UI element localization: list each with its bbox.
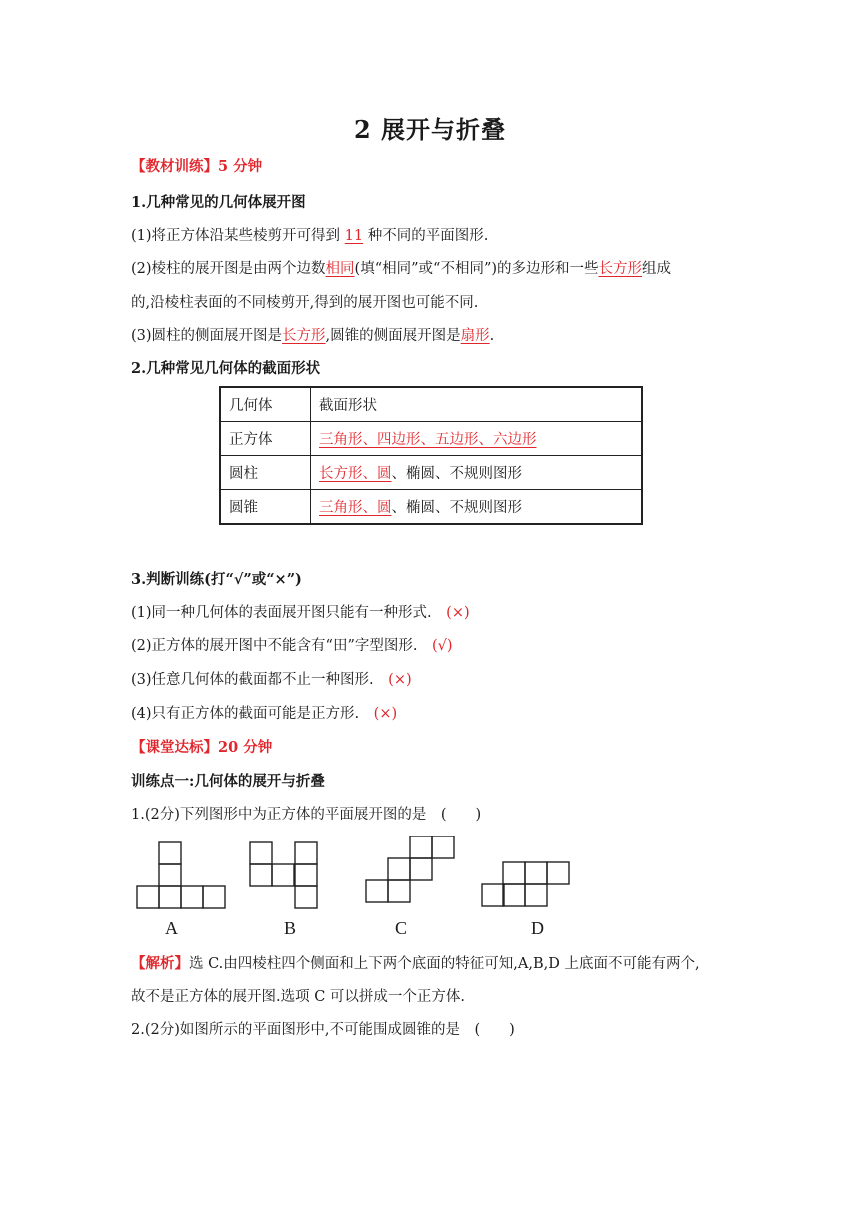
text-segment: . xyxy=(489,328,495,344)
section-label: 【教材训练】 xyxy=(131,158,218,175)
solid-cell: 圆锥 xyxy=(220,490,311,525)
cross-section-table xyxy=(219,386,643,525)
p2-stem: 2.(2分)如图所示的平面图形中,不可能围成圆锥的是 ( ) xyxy=(131,1022,515,1038)
page-title: 2 展开与折叠 xyxy=(353,115,507,144)
answer-blank: 三角形、圆 xyxy=(319,500,392,516)
net-b xyxy=(250,842,317,908)
net-a xyxy=(137,842,225,908)
q2-heading: 2.几种常见几何体的截面形状 xyxy=(131,360,321,377)
table-row xyxy=(220,422,642,456)
table-header-cell: 截面形状 xyxy=(311,387,643,422)
text-segment: 组成 xyxy=(642,261,672,277)
text-segment: (填“相同”或“不相同”)的多边形和一些 xyxy=(354,261,599,277)
training-point-heading: 训练点一:几何体的展开与折叠 xyxy=(131,773,325,790)
section-label: 【课堂达标】 xyxy=(131,739,218,756)
section-textbook-training xyxy=(131,157,262,177)
section-cell xyxy=(311,422,643,456)
p1-analysis-line-2: 故不是正方体的展开图.选项 C 可以拼成一个正方体. xyxy=(131,989,466,1005)
answer-blank: 长方形 xyxy=(598,261,643,277)
text-segment: (1)将正方体沿某些棱剪开可得到 xyxy=(131,228,345,244)
analysis-label: 【解析】 xyxy=(131,955,189,972)
text-segment: (3)圆柱的侧面展开图是 xyxy=(131,328,283,344)
q1-line-3: 的,沿棱柱表面的不同棱剪开,得到的展开图也可能不同. xyxy=(131,295,479,311)
q1-line-2 xyxy=(131,259,671,279)
text-segment: ,圆锥的侧面展开图是 xyxy=(325,328,461,344)
table-header-cell: 几何体 xyxy=(220,387,311,422)
answer-blank: 三角形、四边形、五边形、六边形 xyxy=(319,432,537,448)
text-segment: 、椭圆、不规则图形 xyxy=(391,500,522,516)
q3-heading: 3.判断训练(打“√”或“×”) xyxy=(131,571,302,588)
judge-item xyxy=(131,670,412,690)
solid-cell: 正方体 xyxy=(220,422,311,456)
net-c xyxy=(366,836,454,902)
judge-mark: (×) xyxy=(388,672,412,688)
cube-nets-figure xyxy=(120,836,590,916)
judge-mark: (×) xyxy=(446,605,470,621)
text-segment: (3)任意几何体的截面都不止一种图形. xyxy=(131,672,389,688)
p1-stem: 1.(2分)下列图形中为正方体的平面展开图的是 ( ) xyxy=(131,807,482,823)
text-segment: 种不同的平面图形. xyxy=(363,228,489,244)
section-cell xyxy=(311,490,643,525)
text-segment: 选 C.由四棱柱四个侧面和上下两个底面的特征可知,A,B,D 上底面不可能有两个, xyxy=(189,956,700,972)
p1-analysis-line-1 xyxy=(131,954,700,974)
text-segment: (4)只有正方体的截面可能是正方形. xyxy=(131,706,374,722)
section-time: 20 分钟 xyxy=(218,739,273,756)
q1-line-4 xyxy=(131,326,494,346)
option-label-d: D xyxy=(531,918,544,938)
table-row xyxy=(220,490,642,525)
section-cell xyxy=(311,456,643,490)
section-time: 5 分钟 xyxy=(218,158,263,175)
judge-mark: (×) xyxy=(373,706,398,722)
q1-line-1 xyxy=(131,226,488,246)
text-segment: 、椭圆、不规则图形 xyxy=(391,466,522,482)
solid-cell: 圆柱 xyxy=(220,456,311,490)
option-label-c: C xyxy=(395,918,408,938)
answer-blank: 长方形、圆 xyxy=(319,466,392,482)
answer-blank: 相同 xyxy=(325,261,355,277)
text-segment: (1)同一种几何体的表面展开图只能有一种形式. xyxy=(131,605,447,621)
judge-item xyxy=(131,636,453,656)
judge-item xyxy=(131,603,470,623)
q1-heading: 1.几种常见的几何体展开图 xyxy=(131,194,306,211)
table-header-row xyxy=(220,387,642,422)
answer-blank: 长方形 xyxy=(282,328,326,344)
answer-blank: 11 xyxy=(344,228,364,244)
judge-item xyxy=(131,704,397,724)
text-segment: (2)正方体的展开图中不能含有“田”字型图形. xyxy=(131,638,432,654)
section-classroom xyxy=(131,738,272,758)
answer-blank: 扇形 xyxy=(460,328,490,344)
text-segment: (2)棱柱的展开图是由两个边数 xyxy=(131,261,326,277)
option-label-a: A xyxy=(165,918,178,938)
judge-mark: (√) xyxy=(431,638,453,654)
option-label-b: B xyxy=(284,918,297,938)
table-row xyxy=(220,456,642,490)
net-d xyxy=(482,862,569,906)
